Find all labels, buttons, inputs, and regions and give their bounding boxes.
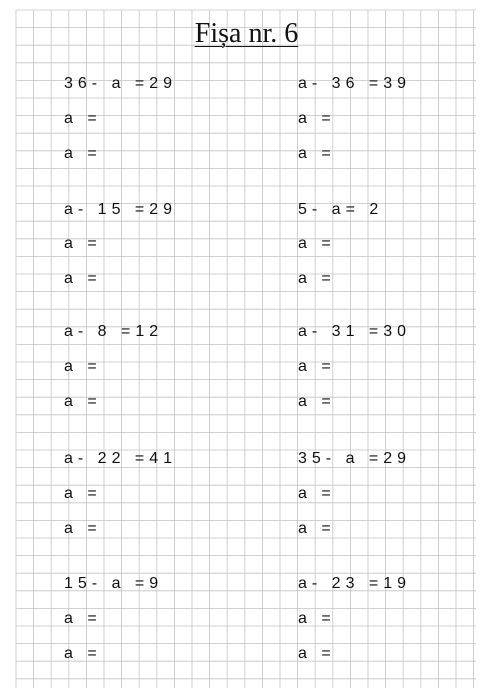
exercise-1-step-2: a = xyxy=(64,145,102,162)
exercise-9-equation: 15- a =9 xyxy=(64,575,164,592)
exercise-10-step-1: a = xyxy=(298,610,336,627)
exercise-7-equation: a- 22 =41 xyxy=(64,450,178,467)
exercise-10-equation: a- 23 =19 xyxy=(298,575,412,592)
exercise-2-equation: a- 36 =39 xyxy=(298,75,412,92)
exercise-4-equation: 5- a= 2 xyxy=(298,201,384,218)
exercise-2-step-1: a = xyxy=(298,110,336,127)
exercise-4-step-1: a = xyxy=(298,235,336,252)
exercise-4-step-2: a = xyxy=(298,270,336,287)
exercise-3-step-1: a = xyxy=(64,235,102,252)
exercise-6-equation: a- 31 =30 xyxy=(298,323,412,340)
exercise-1-equation: 36- a =29 xyxy=(64,75,178,92)
exercise-5-step-2: a = xyxy=(64,393,102,410)
exercise-6-step-2: a = xyxy=(298,393,336,410)
exercise-9-step-2: a = xyxy=(64,645,102,662)
exercise-1-step-1: a = xyxy=(64,110,102,127)
exercise-5-equation: a- 8 =12 xyxy=(64,323,164,340)
exercise-3-step-2: a = xyxy=(64,270,102,287)
exercise-10-step-2: a = xyxy=(298,645,336,662)
exercise-7-step-1: a = xyxy=(64,485,102,502)
exercise-2-step-2: a = xyxy=(298,145,336,162)
worksheet-title: Fișa nr. 6 xyxy=(194,18,299,49)
exercise-8-equation: 35- a =29 xyxy=(298,450,412,467)
exercise-5-step-1: a = xyxy=(64,358,102,375)
exercise-7-step-2: a = xyxy=(64,520,102,537)
exercise-6-step-1: a = xyxy=(298,358,336,375)
exercise-9-step-1: a = xyxy=(64,610,102,627)
exercise-8-step-1: a = xyxy=(298,485,336,502)
exercise-8-step-2: a = xyxy=(298,520,336,537)
exercise-3-equation: a- 15 =29 xyxy=(64,201,178,218)
